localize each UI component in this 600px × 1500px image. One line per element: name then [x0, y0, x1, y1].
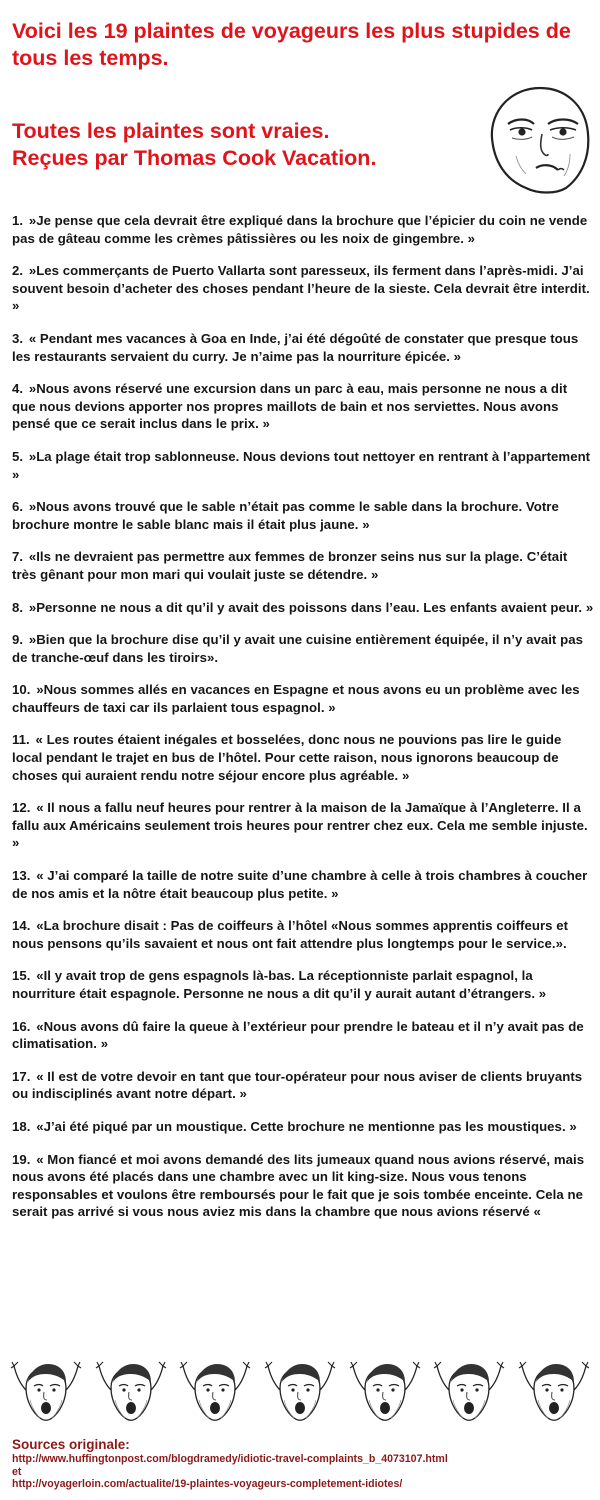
complaint-number: 17.	[12, 1068, 35, 1084]
complaint-text: « Il est de votre devoir en tant que tour-opérateur pour nous aviser de clients bruyants ou indisciplinés avant notre départ. »	[12, 1068, 583, 1102]
complaint-text: «Il y avait trop de gens espagnols là-bas. La réceptionniste parlait espagnol, la nourriture était espagnole. Personne ne nous a dit qu’il y aurait autant d’étrangers. »	[12, 968, 547, 1001]
complaint-item-2	[12, 262, 594, 315]
complaint-item-12	[12, 799, 594, 852]
complaint-number: 9.	[12, 632, 27, 648]
complaint-item-3	[12, 330, 594, 365]
complaint-item-8	[12, 599, 594, 617]
complaint-list	[12, 212, 594, 1236]
complaint-number: 4.	[12, 381, 27, 397]
complaint-number: 12.	[12, 800, 35, 816]
complaint-text: »Les commerçants de Puerto Vallarta sont paresseux, ils ferment dans l’après-midi. J’ai souvent besoin d’acheter des choses pendant l’heure de la sieste. Cela devrait être interdit. »	[12, 263, 590, 314]
sources-and: et	[12, 1465, 22, 1478]
complaint-number: 10.	[12, 682, 35, 698]
complaint-item-19	[12, 1151, 594, 1221]
complaint-number: 14.	[12, 918, 35, 934]
complaint-text: »Bien que la brochure dise qu’il y avait une cuisine entièrement équipée, il n’y avait pas de tranche-œuf dans les tiroirs».	[12, 632, 583, 665]
complaint-number: 3.	[12, 330, 27, 346]
jackie-chan-meme-icon	[349, 1360, 421, 1426]
rage-face-icon	[486, 84, 594, 194]
complaint-number: 7.	[12, 549, 27, 565]
sources-block	[12, 1437, 597, 1491]
sources-label: Sources originale:	[12, 1437, 130, 1452]
jackie-chan-meme-icon	[10, 1360, 82, 1426]
complaint-text: « Il nous a fallu neuf heures pour rentrer à la maison de la Jamaïque à l’Angleterre. Il a fallu aux Américains seulement trois heures pour rentrer chez eux. Cela me semble injuste. »	[12, 800, 588, 851]
complaint-item-14	[12, 917, 594, 952]
complaint-number: 16.	[12, 1018, 35, 1034]
page-subheadline	[12, 118, 482, 172]
complaint-item-9	[12, 631, 594, 666]
complaint-item-17	[12, 1068, 594, 1103]
complaint-text: «La brochure disait : Pas de coiffeurs à l’hôtel «Nous sommes apprentis coiffeurs et nous pensons qu’ils savaient et nous ont fait attendre plus longtemps pour le service.».	[12, 918, 569, 951]
source-link-huffingtonpost[interactable]: http://www.huffingtonpost.com/blogdramedy/idiotic-travel-complaints_b_4073107.html	[12, 1453, 448, 1465]
jackie-chan-meme-icon	[179, 1360, 251, 1426]
complaint-text: « Les routes étaient inégales et bosselées, donc nous ne pouvions pas lire le guide local pendant le trajet en bus de l’hôtel. Pour cette raison, nous ignorons beaucoup de choses qui auraient rendu notre séjour encore plus agréable. »	[12, 732, 562, 783]
complaint-item-11	[12, 731, 594, 784]
complaint-number: 19.	[12, 1151, 35, 1167]
jackie-chan-meme-icon	[95, 1360, 167, 1426]
complaint-item-4	[12, 380, 594, 433]
complaint-text: »Nous avons trouvé que le sable n’était pas comme le sable dans la brochure. Votre brochure montre le sable blanc mais il était plus jaune. »	[12, 499, 559, 532]
complaint-item-1	[12, 212, 594, 247]
complaint-item-5	[12, 448, 594, 483]
complaint-text: »Nous sommes allés en vacances en Espagne et nous avons eu un problème avec les chauffeurs de taxi car ils parlaient tous espagnol. »	[12, 682, 580, 715]
complaint-text: «Ils ne devraient pas permettre aux femmes de bronzer seins nus sur la plage. C’était très gênant pour mon mari qui voulait juste se détendre. »	[12, 549, 568, 582]
complaint-number: 8.	[12, 599, 27, 615]
subhead-line-1: Toutes les plaintes sont vraies.	[12, 119, 330, 143]
complaint-text: «Nous avons dû faire la queue à l’extérieur pour prendre le bateau et il n’y avait pas de climatisation. »	[12, 1018, 584, 1052]
complaint-number: 18.	[12, 1118, 35, 1134]
complaint-item-6	[12, 498, 594, 533]
complaint-number: 13.	[12, 868, 35, 884]
complaint-text: »Nous avons réservé une excursion dans un parc à eau, mais personne ne nous a dit que nous devions apporter nos propres maillots de bain et nos serviettes. Nous avons pensé que ce serait inclus dans le prix. »	[12, 381, 568, 432]
jackie-chan-meme-icon	[518, 1360, 590, 1426]
complaint-item-16	[12, 1018, 594, 1053]
complaint-text: »La plage était trop sablonneuse. Nous devions tout nettoyer en rentrant à l’appartement »	[12, 448, 591, 482]
complaint-text: « Pendant mes vacances à Goa en Inde, j’ai été dégoûté de constater que presque tous les restaurants servaient du curry. Je n’aime pas la nourriture épicée. »	[12, 330, 579, 364]
complaint-text: »Personne ne nous a dit qu’il y avait des poissons dans l’eau. Les enfants avaient peur. »	[28, 599, 594, 615]
complaint-item-18	[12, 1118, 594, 1136]
complaint-number: 15.	[12, 968, 35, 984]
complaint-text: « Mon fiancé et moi avons demandé des lits jumeaux quand nous avions réservé, mais nous avons été placés dans une chambre avec un lit king-size. Nous vous tenons responsables et voulons être remboursés pour le fait que je sois tombée enceinte. Cela ne serait pas arrivé si vous nous aviez mis dans la chambre que nous avions réservé «	[12, 1151, 585, 1220]
complaint-text: « J’ai comparé la taille de notre suite d’une chambre à celle à trois chambres à coucher de nos amis et la nôtre était beaucoup plus petite. »	[12, 868, 588, 901]
page-headline: Voici les 19 plaintes de voyageurs les plus stupides de tous les temps.	[12, 19, 571, 70]
complaint-number: 6.	[12, 499, 27, 515]
complaint-item-13	[12, 867, 594, 902]
complaint-item-7	[12, 548, 594, 583]
complaint-number: 2.	[12, 263, 27, 279]
complaint-item-10	[12, 681, 594, 716]
jackie-chan-meme-icon	[433, 1360, 505, 1426]
meme-faces-row	[10, 1360, 590, 1426]
jackie-chan-meme-icon	[264, 1360, 336, 1426]
subhead-line-2: Reçues par Thomas Cook Vacation.	[12, 146, 377, 170]
complaint-text: «J’ai été piqué par un moustique. Cette brochure ne mentionne pas les moustiques. »	[36, 1118, 577, 1134]
source-link-voyagerloin[interactable]: http://voyagerloin.com/actualite/19-plaintes-voyageurs-completement-idiotes/	[12, 1477, 403, 1490]
complaint-number: 1.	[12, 213, 27, 228]
complaint-number: 5.	[12, 448, 27, 464]
complaint-number: 11.	[12, 732, 34, 748]
complaint-text: »Je pense que cela devrait être expliqué dans la brochure que l’épicier du coin ne vende pas de gâteau comme les crèmes pâtissières ou les noix de gingembre. »	[12, 213, 588, 246]
complaint-item-15	[12, 967, 594, 1002]
